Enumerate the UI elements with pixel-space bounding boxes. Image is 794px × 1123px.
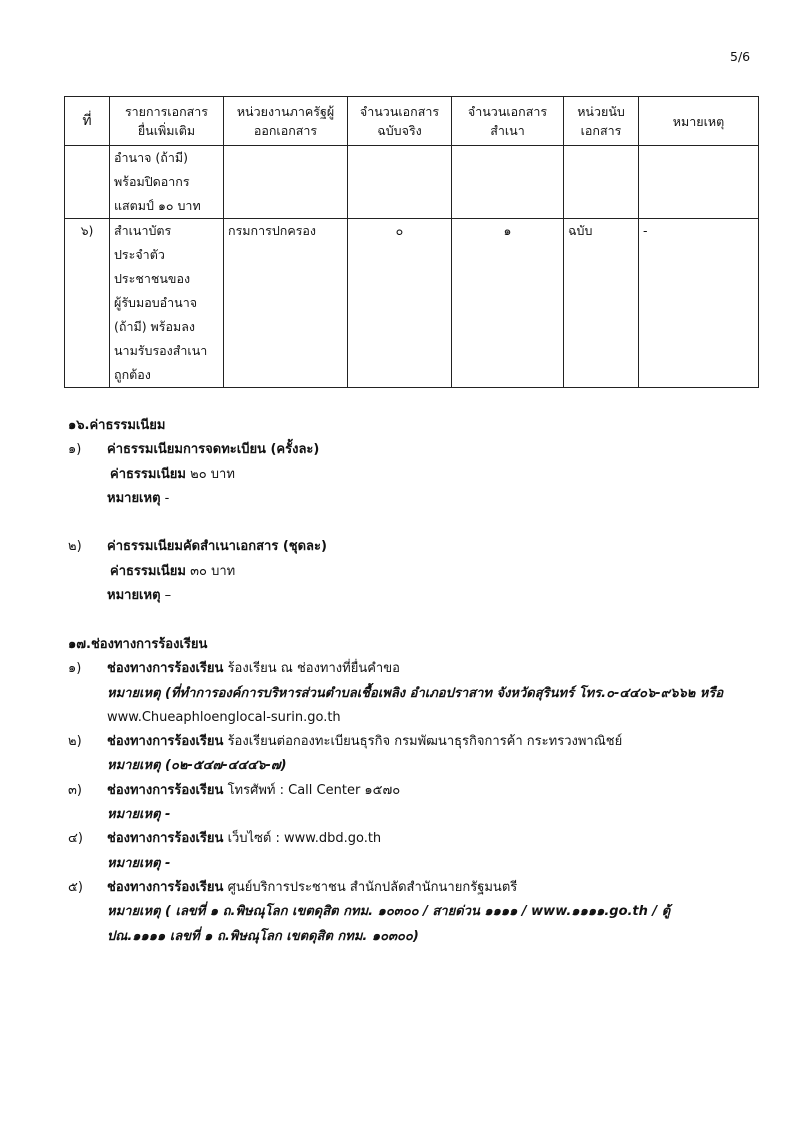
original-count-cell [348,146,452,219]
header-text: ฉบับจริง [377,123,422,138]
fees-section [68,414,327,633]
fee-note-value: - [164,490,170,506]
table-header-cell [65,97,110,146]
complaint-channel-text: ศูนย์บริการประชาชน สำนักปลัดสำนักนายกรัฐมนตรี [227,879,518,895]
header-text: รายการเอกสาร [124,104,209,119]
complaint-channel-text: ร้องเรียน ณ ช่องทางที่ยื่นคำขอ [227,661,400,677]
fee-amount-label: ค่าธรรมเนียม [110,466,186,482]
table-header-cell [452,97,564,146]
fee-item-heading [68,438,327,462]
complaint-channel-text: เว็บไซต์ : www.dbd.go.th [227,831,382,847]
table-header-cell [639,97,759,146]
copy-count-cell: ๑ [452,219,564,388]
header-text: หน่วยนับ [577,104,625,119]
fee-amount-value: ๓๐ บาท [190,563,236,579]
fee-amount-label: ค่าธรรมเนียม [110,563,186,579]
table-row [65,146,759,219]
row-number-cell: ๖) [65,219,110,388]
complaint-item-number: ๒) [68,734,82,750]
header-text: ยื่นเพิ่มเติม [137,123,196,138]
complaint-note-line [68,925,723,949]
header-text: จำนวนเอกสาร [359,104,440,119]
header-text: จำนวนเอกสาร [467,104,548,119]
complaint-channel-label: ช่องทางการร้องเรียน [107,831,224,847]
complaint-channel-text: ร้องเรียนต่อกองทะเบียนธุรกิจ กรมพัฒนาธุรกิจการค้า กระทรวงพาณิชย์ [227,734,623,750]
fee-note-value: – [164,588,172,604]
table-header-cell [110,97,224,146]
fee-item-label: ค่าธรรมเนียมคัดสำเนาเอกสาร (ชุดละ) [107,539,327,555]
document-name-line: แสตมป์ ๑๐ บาท [114,198,201,213]
note-cell: - [639,219,759,388]
complaint-item [68,657,723,681]
documents-table [64,96,759,388]
complaint-item [68,827,723,851]
fee-note-label: หมายเหตุ [107,588,161,604]
complaints-section [68,633,723,949]
complaint-note-line [68,803,723,827]
complaints-title: ๑๗.ช่องทางการร้องเรียน [68,637,208,652]
table-body [65,146,759,388]
table-row [65,219,759,388]
fee-item-label: ค่าธรรมเนียมการจดทะเบียน (ครั้งละ) [107,442,320,458]
page-number: 5/6 [730,49,751,64]
fee-item-heading [68,535,327,559]
complaint-note: หมายเหตุ ( เลขที่ ๑ ถ.พิษณุโลก เขตดุสิต กทม. ๑๐๓๐๐ / สายด่วน ๑๑๑๑ / www.๑๑๑๑.go.th / ตู้ [107,904,671,920]
document-name-cell [110,146,224,219]
fees-title: ๑๖.ค่าธรรมเนียม [68,418,166,433]
header-text: ที่ [82,112,92,129]
issuing-agency-cell [224,146,348,219]
table-header-cell [564,97,639,146]
unit-cell: ฉบับ [564,219,639,388]
document-name-line: (ถ้ามี) พร้อมลง [114,319,196,334]
header-text: หมายเหตุ [672,113,725,129]
document-name-line: ถูกต้อง [114,367,151,382]
issuing-agency-cell: กรมการปกครอง [224,219,348,388]
complaint-channel-label: ช่องทางการร้องเรียน [107,782,224,798]
complaint-note: หมายเหตุ - [107,807,171,823]
complaint-note-line [68,706,723,730]
document-name-line: ประจำตัว [114,247,165,262]
original-count-cell: ๐ [348,219,452,388]
copy-count-cell [452,146,564,219]
complaint-item-number: ๔) [68,831,83,847]
complaint-item [68,730,723,754]
spacer [68,608,327,632]
complaint-channel-label: ช่องทางการร้องเรียน [107,734,224,750]
fee-item-number: ๒) [68,539,82,555]
fee-note-label: หมายเหตุ [107,490,161,506]
complaint-item [68,876,723,900]
spacer [68,511,327,535]
complaint-channel-label: ช่องทางการร้องเรียน [107,661,224,677]
complaint-note: หมายเหตุ (๐๒-๕๔๗-๔๔๔๖-๗) [107,758,287,774]
header-text: เอกสาร [580,123,622,138]
document-name-line: อำนาจ (ถ้ามี) [114,150,188,165]
complaint-item-number: ๕) [68,879,83,895]
table-header-row [65,97,759,146]
table-header-cell [224,97,348,146]
table-header-cell [348,97,452,146]
fee-note [68,584,327,608]
complaint-item-number: ๑) [68,661,82,677]
complaint-item [68,779,723,803]
fee-item-number: ๑) [68,442,82,458]
fee-amount [68,463,327,487]
header-text: หน่วยงานภาครัฐผู้ [236,104,335,119]
complaint-note: หมายเหตุ - [107,855,171,871]
fee-note [68,487,327,511]
fee-amount-value: ๒๐ บาท [190,466,235,482]
document-name-line: นามรับรองสำเนา [114,343,208,358]
document-name-line: ผู้รับมอบอำนาจ [114,295,198,310]
unit-cell [564,146,639,219]
header-text: ออกเอกสาร [253,123,318,138]
complaint-note: หมายเหตุ (ที่ทำการองค์การบริหารส่วนตำบลเชื้อเพลิง อำเภอปราสาท จังหวัดสุรินทร์ โทร.๐-๔๔๐๖-๙๖๖๒ หรือ [107,685,724,701]
document-name-line: พร้อมปิดอากร [114,174,190,189]
document-name-line: ประชาชนของ [114,271,191,286]
header-text: สำเนา [490,123,525,138]
row-number-cell [65,146,110,219]
document-name-line: สำเนาบัตร [114,223,172,238]
complaint-note: www.Chueaphloenglocal-surin.go.th [107,709,341,725]
complaint-note-line [68,852,723,876]
complaint-item-number: ๓) [68,782,82,798]
complaint-note-line [68,754,723,778]
complaint-channel-label: ช่องทางการร้องเรียน [107,879,224,895]
fee-amount [68,560,327,584]
complaint-channel-text: โทรศัพท์ : Call Center ๑๕๗๐ [227,782,401,798]
complaint-note-line [68,900,723,924]
document-name-cell [110,219,224,388]
note-cell [639,146,759,219]
complaint-note: ปณ.๑๑๑๑ เลขที่ ๑ ถ.พิษณุโลก เขตดุสิต กทม. ๑๐๓๐๐) [107,928,419,944]
complaint-note-line [68,682,723,706]
